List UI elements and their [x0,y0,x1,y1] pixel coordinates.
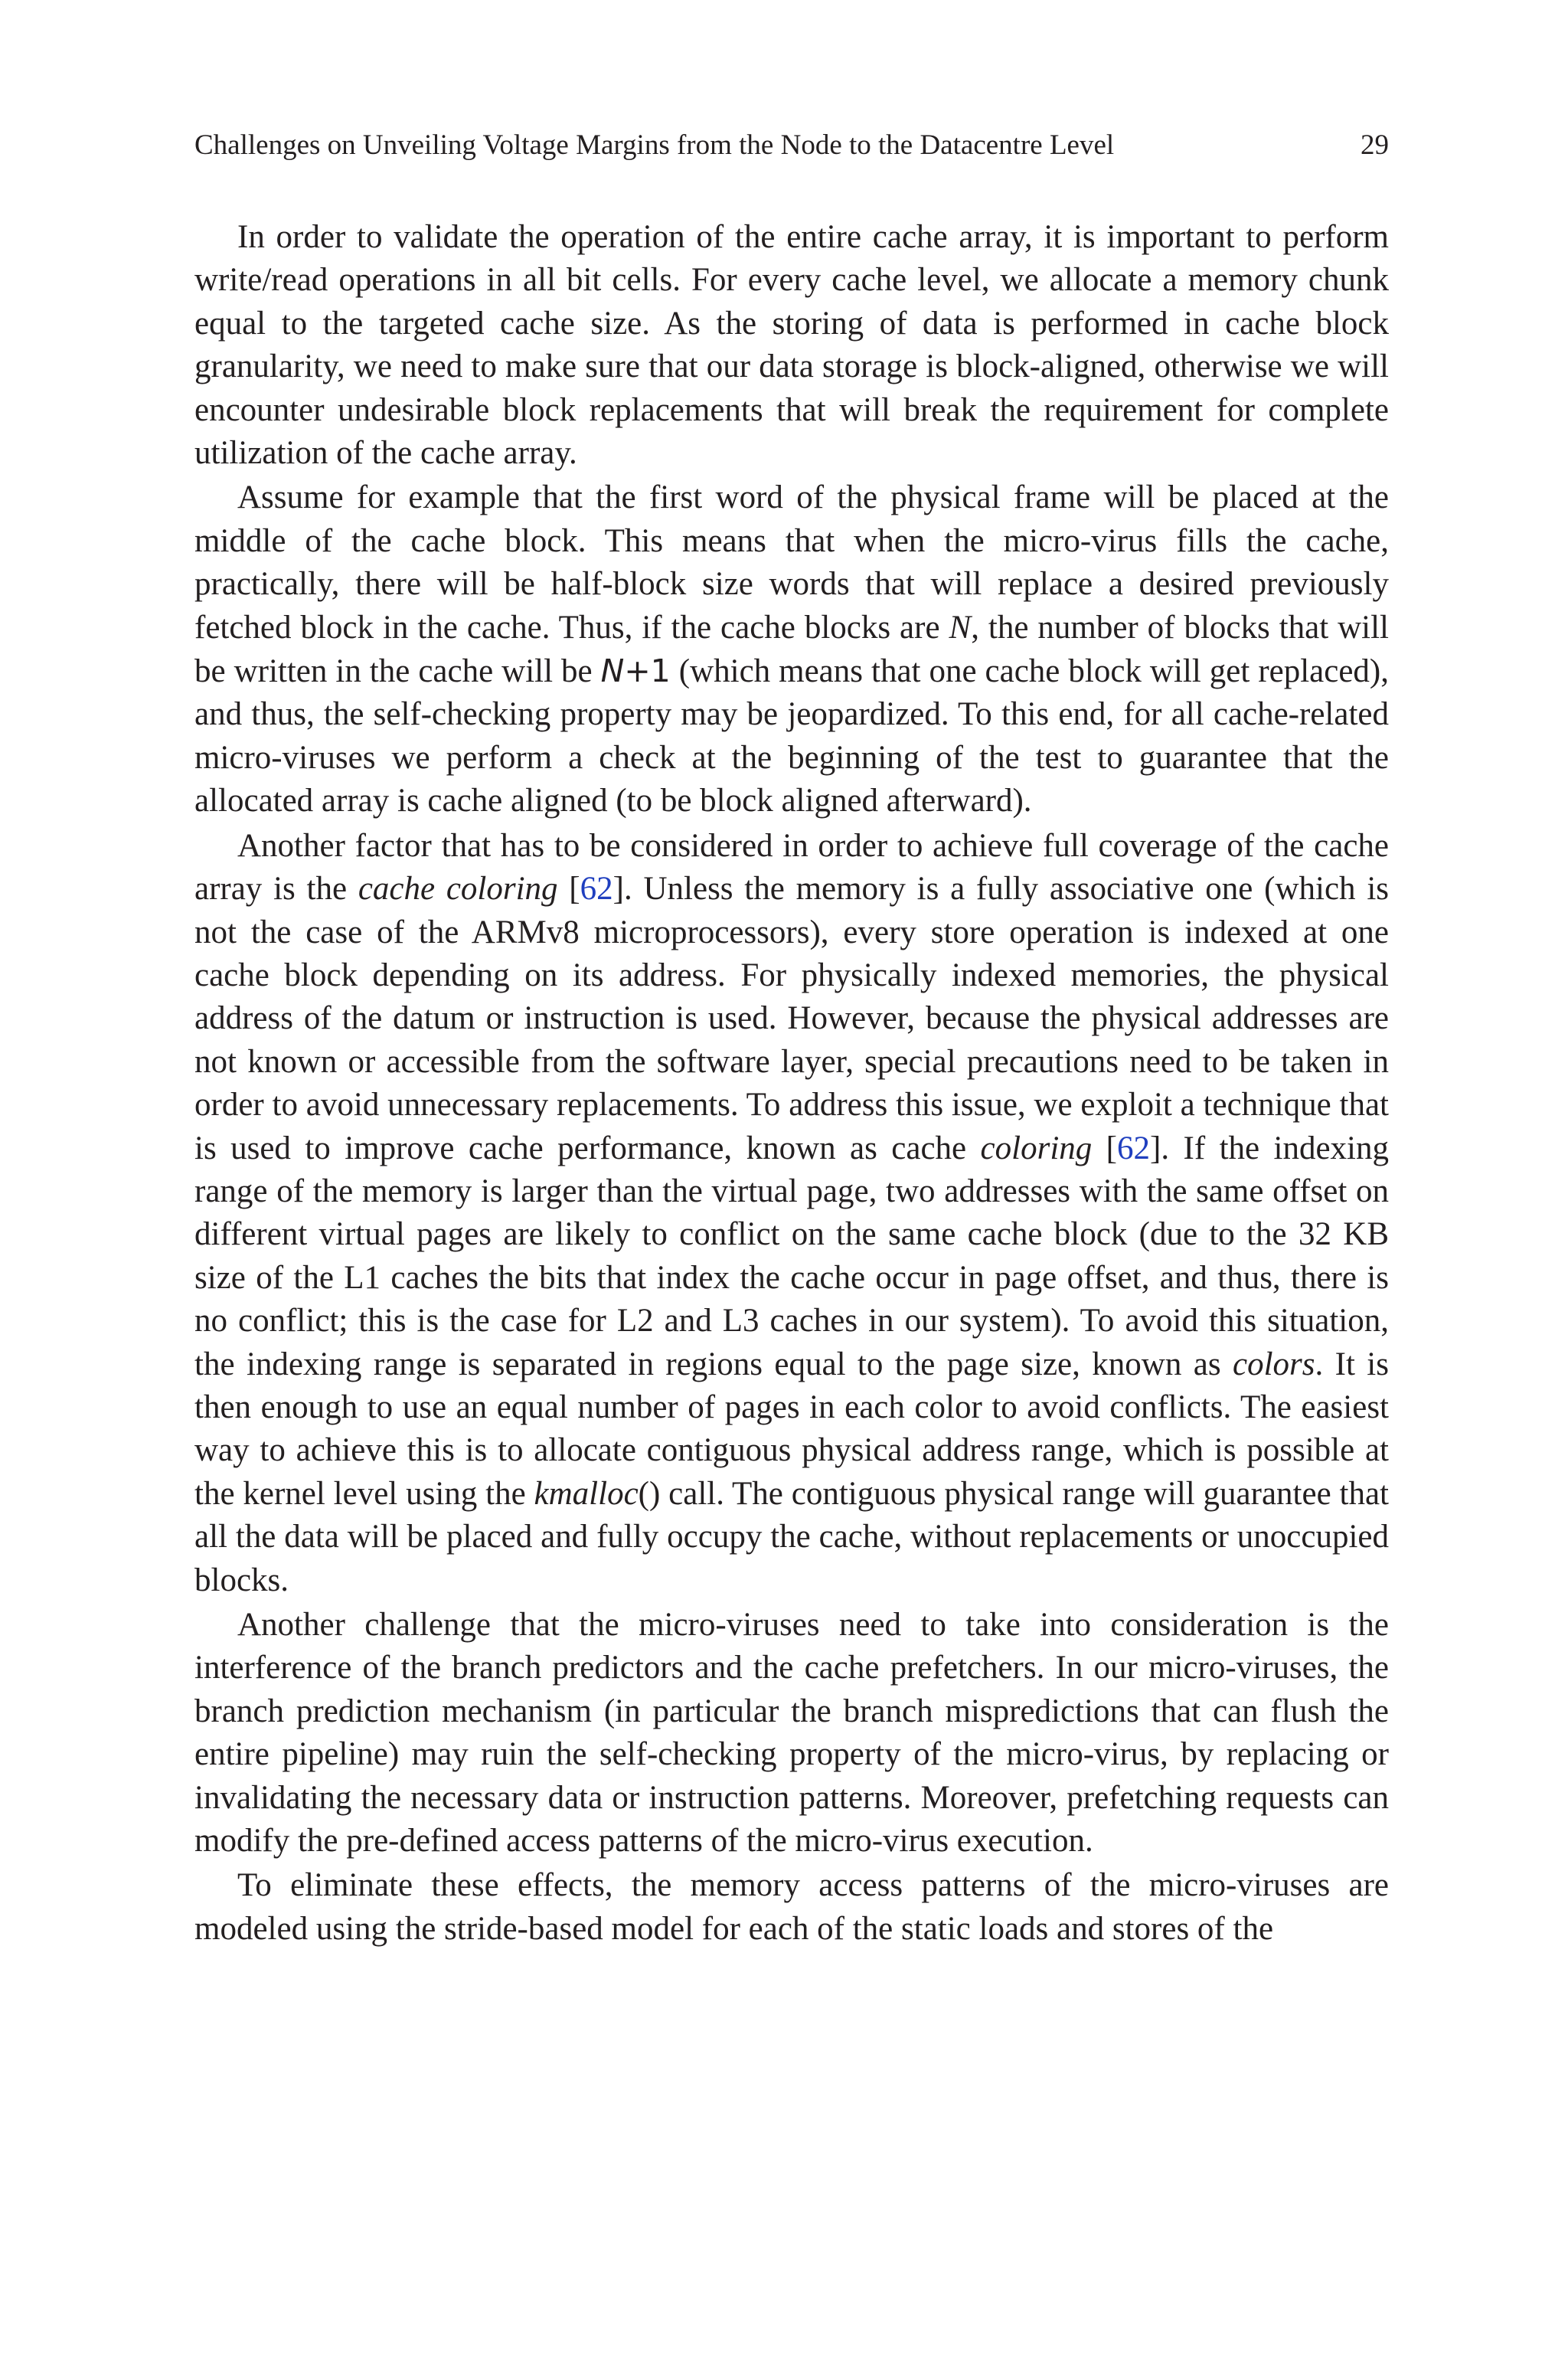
ref-bracket-close: ] [612,871,624,908]
paragraph-3-text-c: . If the indexing range of the memory is larger than the virtual page, two addresses with the same offset on different virtual pages are likely to conflict on the same cache block (due to the 32 KB size of the L1 caches the bits that index the cache occur in page offset, and thus, there is no conflict; this is the case for L2 and L3 caches in our system). To avoid this situation, the indexing range is separated in regions equal to the page size, known as [194,1130,1389,1382]
emphasis-cache-coloring: cache coloring [358,871,558,908]
paragraph-3-text-b: . Unless the memory is a fully associative one (which is not the case of the ARMv8 microprocessors), every store operation is indexed at one cache block depending on its address. For physically indexed memories, the physical address of the datum or instruction is used. However, because the physical addresses are not known or accessible from the software layer, special precautions need to be taken in order to avoid unnecessary replacements. To address this issue, we exploit a technique that is used to improve cache performance, known as cache [194,871,1389,1166]
math-plus-one: +1 [624,653,671,690]
running-head [194,123,1389,168]
body-text [194,216,1389,1951]
paragraph-5: To eliminate these effects, the memory access patterns of the micro-viruses are modeled using the stride-based model for each of the static loads and stores of the [194,1867,1389,1947]
paragraph-2-text-b: , the number of blocks that will be written in the cache will be [194,609,1390,690]
emphasis-colors: colors [1232,1346,1315,1382]
running-head-title: Challenges on Unveiling Voltage Margins from the Node to the Datacentre Level [194,129,1115,161]
variable-n: N [949,609,972,646]
page-number: 29 [1361,129,1389,161]
paragraph-3-text-e: () call. The contiguous physical range will guarantee that all the data will be placed and fully occupy the cache, without replacements or unoccupied blocks. [194,1475,1390,1598]
citation-link[interactable]: 62 [1117,1130,1151,1166]
paragraph-3-text-d: . It is then enough to use an equal number of pages in each color to avoid conflicts. The easiest way to achieve this is to allocate contiguous physical address range, which is possible at the kernel level using the [194,1346,1389,1512]
paragraph-2-text-a: Assume for example that the first word of the physical frame will be placed at the middle of the cache block. This means that when the micro-virus fills the cache, practically, there will be half-block size words that will replace a desired previously fetched block in the cache. Thus, if the cache blocks are [194,479,1389,646]
emphasis-kmalloc: kmalloc [534,1475,639,1512]
paragraph-2-text-c: (which means that one cache block will get replaced), and thus, the self-checking property may be jeopardized. To this end, for all cache-related micro-viruses we perform a check at the beginning of the test to guarantee that the allocated array is cache aligned (to be block aligned afterward). [194,653,1389,819]
emphasis-coloring: coloring [980,1130,1093,1166]
ref-bracket-open: [ [557,871,580,908]
math-n-plus-one [601,653,671,689]
ref-bracket-open: [ [1092,1130,1118,1166]
paragraph-1: In order to validate the operation of the entire cache array, it is important to perform write/read operations in all bit cells. For every cache level, we allocate a memory chunk equal to the targeted cache size. As the storing of data is performed in cache block granularity, we need to make sure that our data storage is block-aligned, otherwise we will encounter undesirable block replacements that will break the requirement for complete utilization of the cache array. [194,219,1389,472]
paragraph-3 [194,825,1389,1602]
paragraph-3-text-a: Another factor that has to be considered in order to achieve full coverage of the cache array is the [194,827,1389,908]
math-variable-n: N [600,653,625,690]
citation-link[interactable]: 62 [580,871,613,908]
paragraph-4: Another challenge that the micro-viruses need to take into consideration is the interference of the branch predictors and the cache prefetchers. In our micro-viruses, the branch prediction mechanism (in particular the branch mispredictions that can flush the entire pipeline) may ruin the self-checking property of the micro-virus, by replacing or invalidating the necessary data or instruction patterns. Moreover, prefetching requests can modify the pre-defined access patterns of the micro-virus execution. [194,1607,1389,1860]
ref-bracket-close: ] [1150,1130,1161,1166]
paragraph-2 [194,476,1389,823]
